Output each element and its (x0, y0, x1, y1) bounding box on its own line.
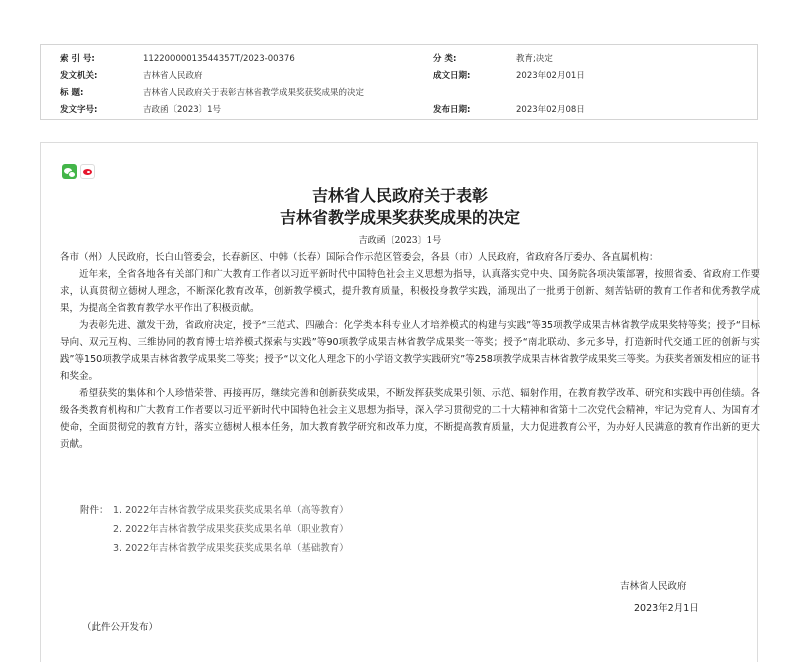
index-label: 索 引 号: (60, 54, 95, 64)
issuer-value: 吉林省人民政府 (143, 71, 203, 81)
doc-no-label: 发文字号: (60, 105, 98, 115)
weibo-icon[interactable] (80, 164, 95, 179)
publish-note: （此件公开发布） (82, 622, 159, 633)
issuer-label: 发文机关: (60, 71, 98, 81)
wechat-icon[interactable] (62, 164, 77, 179)
category-label: 分 类: (433, 54, 457, 64)
subject-value: 吉林省人民政府关于表彰吉林省教学成果奖获奖成果的决定 (143, 88, 365, 98)
metadata-row-issuer (41, 68, 757, 84)
attachment-row (80, 539, 349, 558)
document-number: 吉政函〔2023〕1号 (358, 236, 442, 246)
category-value: 教育;决定 (516, 54, 553, 64)
attachment-link-3[interactable]: 3. 2022年吉林省教学成果奖获奖成果名单（基础教育） (113, 543, 349, 554)
paragraph-2: 为表彰先进、激发干劲，省政府决定，授予“三范式、四融合：化学类本科专业人才培养模式的构建与实践”等35项教学成果吉林省教学成果奖特等奖；授予“目标导向、双元互构、三维协同的教育博士培养模式探索与实践”等90项教学成果吉林省教学成果奖一等奖；授予“南北联动、多元多导，打造新时代交通工匠的创新与实践”等150项教学成果吉林省教学成果奖二等奖；授予“以文化人理念下的小学语文教学实践研究”等258项教学成果吉林省教学成果奖三等奖。为获奖者颁发相应的证书和奖金。 (60, 320, 760, 382)
attachments-list (80, 501, 349, 558)
attachments-label: 附件： (80, 505, 109, 516)
addressee: 各市（州）人民政府，长白山管委会，长春新区、中韩（长春）国际合作示范区管委会，各县（市）人民政府，省政府各厅委办、各直属机构： (60, 252, 659, 263)
subject-label: 标 题: (60, 88, 84, 98)
signature-date: 2023年2月1日 (634, 603, 699, 614)
share-bar (62, 164, 95, 179)
document-title-line-2: 吉林省教学成果奖获奖成果的决定 (279, 208, 520, 227)
signature-org: 吉林省人民政府 (620, 581, 687, 592)
attachment-row (80, 501, 349, 520)
index-value: 11220000013544357T/2023-00376 (143, 54, 295, 64)
metadata-row-docno (41, 102, 757, 118)
metadata-row-index (41, 51, 757, 67)
attachment-link-2[interactable]: 2. 2022年吉林省教学成果奖获奖成果名单（职业教育） (113, 524, 349, 535)
metadata-panel (40, 44, 758, 120)
metadata-row-subject (41, 85, 757, 101)
doc-no-value: 吉政函〔2023〕1号 (143, 105, 222, 115)
date-created-label: 成文日期: (433, 71, 471, 81)
date-published-label: 发布日期: (433, 105, 471, 115)
paragraph-3: 希望获奖的集体和个人珍惜荣誉、再接再厉，继续完善和创新获奖成果，不断发挥获奖成果引领、示范、辐射作用，在教育教学改革、研究和实践中再创佳绩。各级各类教育机构和广大教育工作者要以习近平新时代中国特色社会主义思想为指导，深入学习贯彻党的二十大精神和省第十二次党代会精神，牢记为党育人、为国育才使命，全面贯彻党的教育方针，落实立德树人根本任务，加大教育教学研究和改革力度，不断提高教育质量，大力促进教育公平，为办好人民满意的教育作出新的更大贡献。 (60, 388, 760, 450)
date-created-value: 2023年02月01日 (516, 71, 585, 81)
paragraph-1: 近年来，全省各地各有关部门和广大教育工作者以习近平新时代中国特色社会主义思想为指导，认真落实党中央、国务院各项决策部署，按照省委、省政府工作要求，认真贯彻立德树人理念，不断深化教育改革，创新教学模式，提升教育质量，积极投身教学实践，涌现出了一批勇于创新、刻苦钻研的教育工作者和优秀教学成果，为提高全省教育教学水平作出了积极贡献。 (60, 269, 760, 314)
document-title-line-1: 吉林省人民政府关于表彰 (311, 186, 488, 205)
attachment-row (80, 520, 349, 539)
attachment-link-1[interactable]: 1. 2022年吉林省教学成果奖获奖成果名单（高等教育） (113, 505, 349, 516)
document-body (60, 249, 760, 453)
date-published-value: 2023年02月08日 (516, 105, 585, 115)
